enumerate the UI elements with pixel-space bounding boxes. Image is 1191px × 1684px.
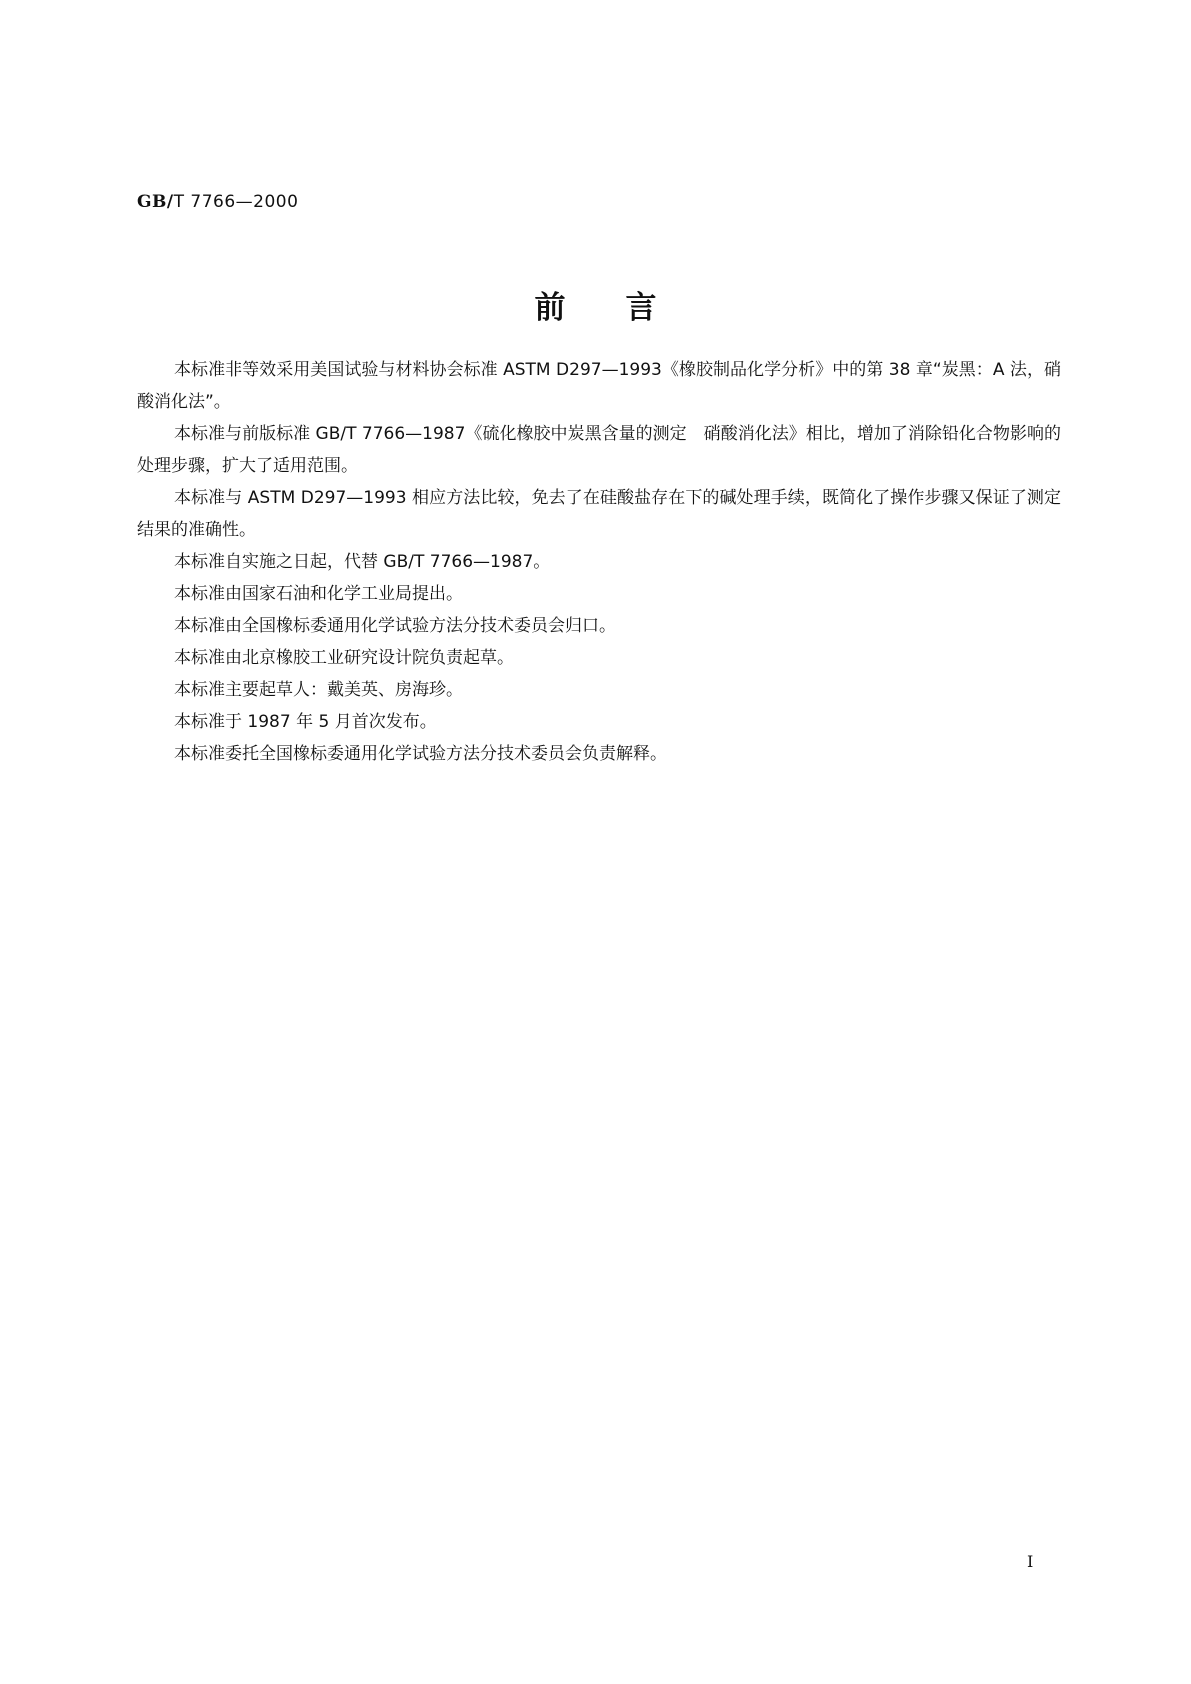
page-title: 前言 [534, 290, 717, 326]
paragraph: 本标准主要起草人：戴美英、房海珍。 [174, 680, 463, 700]
paragraph: 本标准于 1987 年 5 月首次发布。 [174, 712, 437, 732]
paragraph: 本标准由国家石油和化学工业局提出。 [174, 584, 463, 604]
standard-code [137, 192, 298, 212]
foreword-body [137, 354, 1061, 770]
paragraph: 本标准与前版标准 GB/T 7766—1987《硫化橡胶中炭黑含量的测定 硝酸消化法》相比，增加了消除铅化合物影响的处理步骤，扩大了适用范围。 [137, 424, 1061, 476]
paragraph: 本标准由全国橡标委通用化学试验方法分技术委员会归口。 [174, 616, 616, 636]
standard-code-prefix: GB/ [137, 192, 174, 212]
paragraph: 本标准非等效采用美国试验与材料协会标准 ASTM D297—1993《橡胶制品化学分析》中的第 38 章“炭黑：A 法，硝酸消化法”。 [137, 360, 1061, 412]
page-number: I [1027, 1552, 1034, 1571]
standard-code-number: T 7766—2000 [173, 192, 299, 212]
paragraph: 本标准委托全国橡标委通用化学试验方法分技术委员会负责解释。 [174, 744, 667, 764]
paragraph: 本标准自实施之日起，代替 GB/T 7766—1987。 [174, 552, 551, 572]
paragraph: 本标准与 ASTM D297—1993 相应方法比较，免去了在硅酸盐存在下的碱处理手续，既简化了操作步骤又保证了测定结果的准确性。 [137, 488, 1061, 540]
paragraph: 本标准由北京橡胶工业研究设计院负责起草。 [174, 648, 514, 668]
